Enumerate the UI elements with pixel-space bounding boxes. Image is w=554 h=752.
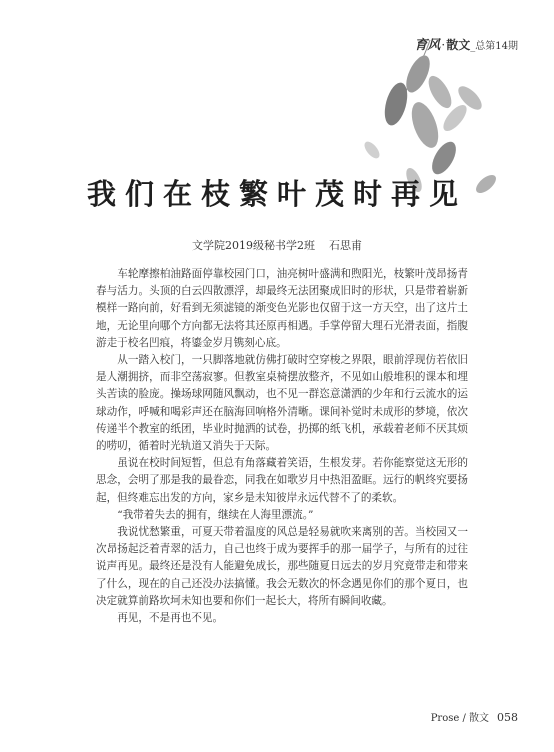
article-byline: [0, 237, 554, 253]
paragraph: 虽说在校时间短暂，但总有角落藏着笑语，生根发芽。若你能察觉这无形的思念，会明了那是我的最眷恋，同我在如歌岁月中热泪盈眶。远行的帆终究要扬起，但终难忘出发的方向，家乡是未知彼岸永远代替不了的柔软。: [96, 457, 468, 504]
closing-paragraph: 再见，不是再也不见。: [117, 612, 224, 625]
leaf-icon: [406, 99, 443, 152]
journal-brand: 育风: [414, 38, 441, 53]
article-body: [96, 266, 468, 627]
header-separator: ·: [441, 38, 446, 52]
falling-leaf-icon: [362, 139, 383, 161]
author-name: 石思甫: [329, 239, 362, 252]
section-name: 散文: [446, 38, 471, 52]
footer-section-label: Prose / 散文: [430, 713, 489, 724]
page-number: 058: [497, 711, 518, 724]
issue-number: _总第14期: [470, 41, 518, 52]
author-affiliation: 文学院2019级秘书学2班: [192, 239, 315, 252]
paragraph: 车轮摩擦柏油路面停靠校园门口，油亮树叶盛满和煦阳光，枝繁叶茂昂扬青春与活力。头顶的白云四散漂浮，却最终无法团聚成旧时的形状，只是带着崭新模样一路向前，好看到无须滤镜的渐变色光影也仅留于这一方天空，出了这片土地，无论里向哪个方向都无法将其还原再相遇。手掌停留大理石光滑表面，指腹游走于校名凹痕，将鎏金岁月镌刻心底。: [96, 268, 468, 349]
quote-paragraph: “我带着失去的拥有，继续在人海里漂流。”: [117, 508, 314, 521]
paragraph: 从一踏入校门，一只脚落地就仿佛打破时空穿梭之界限，眼前浮现仿若依旧是人潮拥挤，而非空荡寂寥。但教室桌椅摆放整齐，不见如山般堆积的课本和埋头苦读的脸庞。操场球网随风飘动，也不见一群恣意潇洒的少年和行云流水的运球动作，呼喊和喝彩声还在脑海回响格外清晰。课间补觉时未成形的梦境，依次传递半个教室的纸团，毕业时抛洒的试卷，扔掷的纸飞机，承载着老师不厌其烦的唠叨，循着时光轨道又消失于天际。: [96, 354, 468, 453]
article-title: 我们在枝繁叶茂时再见: [86, 177, 467, 211]
page-footer: [431, 709, 518, 724]
leaf-icon: [424, 72, 456, 111]
paragraph: 我说忧愁繁重，可夏天带着温度的风总是轻易就吹来离别的苦。当校园又一次昂扬起泛着青翠的活力，自己也终于成为要挥手的那一届学子，与所有的过往说声再见。最终还是没有人能避免成长，那些随夏日远去的岁月究竟带走和带来了什么，现在的自己还没办法搞懂。我会无数次的怀念遇见你们的那个夏日，也决定就算前路坎坷未知也要和你们一起长大，将所有瞬间收藏。: [96, 526, 468, 607]
